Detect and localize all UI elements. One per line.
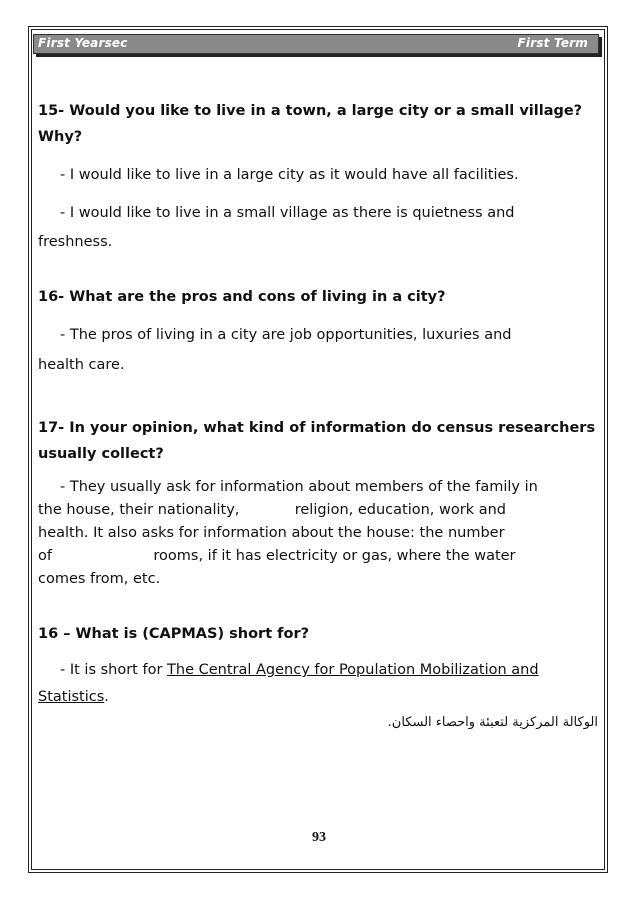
answer-17-line1: - They usually ask for information about members of the family in xyxy=(60,479,538,495)
answer-capmas-line2 xyxy=(38,686,598,709)
answer-17-line4: of rooms, if it has electricity or gas, where the water xyxy=(38,548,516,564)
answer-capmas-prefix: - It is short for xyxy=(60,662,168,678)
document-body xyxy=(38,98,598,730)
header-bar xyxy=(33,34,599,54)
capmas-arabic-name: الوكالة المركزية لتعبئة واحصاء السكان. xyxy=(387,715,598,730)
question-16-pros-cons: 16- What are the pros and cons of living in a city? xyxy=(38,289,446,305)
capmas-full-name-part1: The Central Agency for Population Mobilization and xyxy=(167,662,539,678)
answer-15-1: - I would like to live in a large city as it would have all facilities. xyxy=(60,167,519,183)
answer-15-2-line1: - I would like to live in a small village as there is quietness and xyxy=(60,205,515,221)
header-left-text: First Yearsec xyxy=(38,36,128,50)
header-right-text: First Term xyxy=(517,36,588,50)
question-15: 15- Would you like to live in a town, a large city or a small village? Why? xyxy=(38,103,583,145)
question-17: 17- In your opinion, what kind of information do census researchers usually collect? xyxy=(38,420,596,462)
answer-16-line2: health care. xyxy=(38,357,125,373)
answer-17-line5: comes from, etc. xyxy=(38,571,161,587)
question-16-capmas: 16 – What is (CAPMAS) short for? xyxy=(38,626,310,642)
answer-15-2-line2: freshness. xyxy=(38,234,113,250)
capmas-full-name-part2: Statistics xyxy=(38,689,105,705)
page-number: 93 xyxy=(312,830,326,845)
answer-capmas-line1 xyxy=(38,659,598,682)
answer-17-line2: the house, their nationality, religion, education, work and xyxy=(38,502,507,518)
answer-capmas-suffix: . xyxy=(104,689,109,705)
answer-16-line1: - The pros of living in a city are job opportunities, luxuries and xyxy=(60,327,512,343)
answer-17-line3: health. It also asks for information about the house: the number xyxy=(38,525,505,541)
